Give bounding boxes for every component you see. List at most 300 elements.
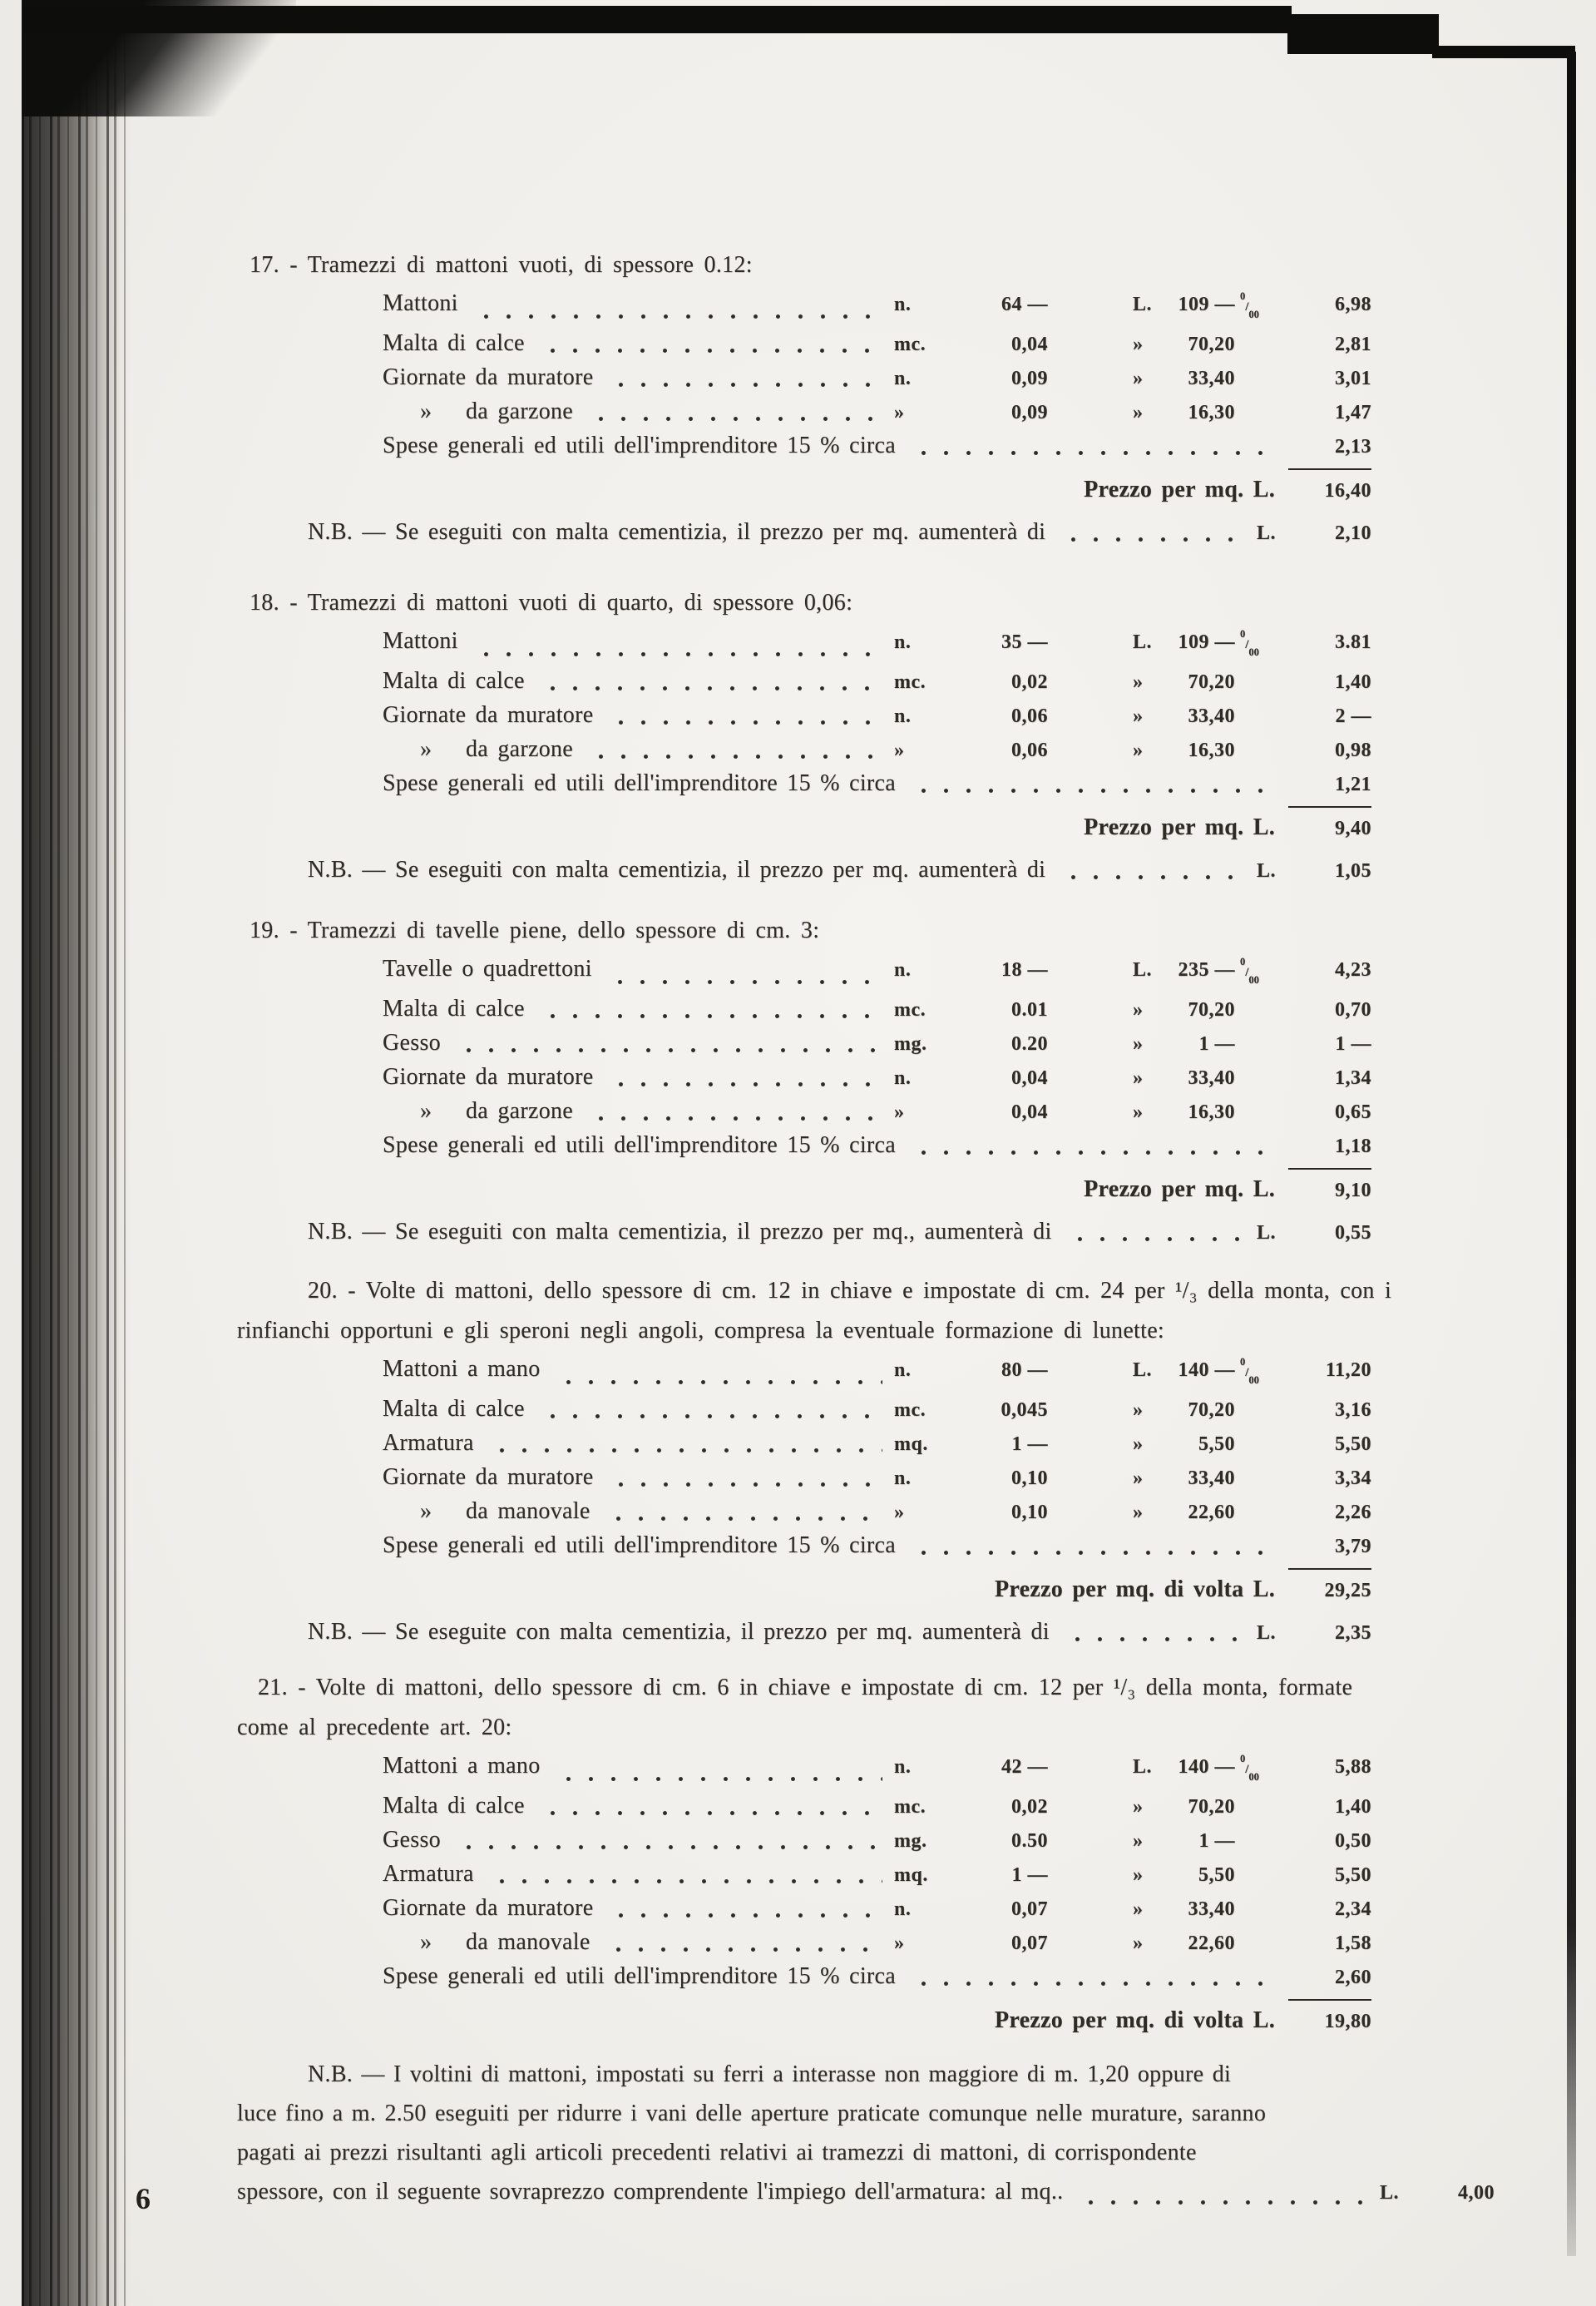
- price-label: Prezzo per mq. L.: [1084, 1176, 1275, 1202]
- currency-mark: L.: [1257, 1222, 1277, 1244]
- price-value: 16,40: [1288, 468, 1371, 509]
- permille-top: 0: [1240, 1753, 1246, 1764]
- scan-left-edge: [0, 0, 22, 2306]
- nota-bene-text: N.B. — Se eseguiti con malta cementizia, il prezzo per mq. aumenterà di: [308, 857, 1046, 883]
- ditto-mark: »: [420, 1098, 432, 1124]
- unit-price: 70,20: [1188, 1796, 1235, 1818]
- unit-price: 109 —: [1178, 631, 1235, 653]
- unit: mc.: [894, 671, 926, 693]
- unit-price: 5,50: [1198, 1864, 1235, 1886]
- unit-price: 70,20: [1188, 671, 1235, 693]
- material-label: Giornate da muratore: [383, 702, 594, 728]
- price-value: 9,10: [1288, 1168, 1371, 1209]
- nota-bene-text: N.B. — Se eseguiti con malta cementizia, il prezzo per mq., aumenterà di: [308, 1219, 1052, 1245]
- currency-mark: »: [1133, 1101, 1144, 1123]
- article-title-line2: rinfianchi opportuni e gli speroni negli angoli, compresa la eventuale formazione di lunette:: [237, 1318, 1165, 1344]
- row-total: 5,88: [1335, 1756, 1371, 1778]
- unit: n.: [894, 959, 912, 981]
- dot-leader: [588, 1116, 882, 1121]
- material-row: [237, 1926, 1371, 1960]
- material-row: [237, 699, 1371, 733]
- ditto-mark: »: [420, 1498, 432, 1524]
- article-title: 19. - Tramezzi di tavelle piene, dello spessore di cm. 3:: [250, 918, 820, 943]
- dot-leader: [588, 754, 882, 760]
- currency-mark: »: [1133, 1033, 1144, 1055]
- expenses-total: 1,18: [1335, 1136, 1371, 1157]
- material-row: [237, 992, 1371, 1027]
- currency-mark: »: [1133, 368, 1144, 389]
- dot-leader: [489, 1447, 882, 1453]
- unit: »: [894, 1502, 905, 1523]
- currency-mark: L.: [1133, 1756, 1153, 1778]
- dot-leader: [473, 651, 882, 657]
- article-title: 21. - Volte di mattoni, dello spessore di cm. 6 in chiave e impostate di cm. 12 per ¹/₃ della monta, formate: [258, 1675, 1353, 1700]
- price-per-sqm-row: [237, 468, 1371, 509]
- permille-bottom: 00: [1248, 1374, 1259, 1386]
- book-binding-edge: [22, 28, 131, 2306]
- material-label: Armatura: [383, 1861, 474, 1887]
- dot-leader: [540, 685, 882, 691]
- page-number: 6: [136, 2182, 151, 2215]
- nota-bene-row: [237, 854, 1371, 888]
- expenses-total: 2,13: [1335, 436, 1371, 458]
- quantity: 0,04: [1011, 1067, 1048, 1089]
- footer-nb-line: N.B. — I voltini di mattoni, impostati su ferri a interasse non maggiore di m. 1,20 oppure di: [308, 2061, 1232, 2087]
- permille-top: 0: [1240, 1356, 1246, 1368]
- expenses-row: [237, 767, 1371, 801]
- unit: n.: [894, 1898, 912, 1920]
- price-per-sqm-row: [237, 1168, 1371, 1209]
- quantity: 42 —: [1001, 1756, 1048, 1778]
- material-label: Mattoni a mano: [383, 1356, 541, 1382]
- expenses-total: 1,21: [1335, 774, 1371, 795]
- unit: »: [894, 1101, 905, 1123]
- nota-bene-row: [237, 1215, 1371, 1249]
- article-21: [237, 1668, 1533, 2040]
- currency-mark: »: [1133, 1932, 1144, 1954]
- currency-mark: »: [1133, 402, 1144, 423]
- dot-leader: [1067, 1236, 1245, 1242]
- currency-mark: L.: [1133, 631, 1153, 653]
- quantity: 0,02: [1011, 1796, 1048, 1818]
- material-label: Tavelle o quadrettoni: [383, 956, 592, 982]
- permille-top: 0: [1240, 290, 1246, 302]
- currency-mark: L.: [1133, 294, 1153, 315]
- dot-leader: [556, 1379, 883, 1385]
- dot-leader: [911, 788, 1269, 794]
- material-label: Giornate da muratore: [383, 364, 594, 390]
- dot-leader: [1060, 874, 1245, 880]
- material-row: [237, 1858, 1371, 1892]
- row-total: 0,98: [1335, 740, 1371, 761]
- material-label: Malta di calce: [383, 668, 525, 694]
- unit: »: [894, 1932, 905, 1954]
- footer-nota-bene: [237, 2055, 1533, 2213]
- row-total: 2,34: [1335, 1898, 1371, 1920]
- unit-price: 33,40: [1188, 1067, 1235, 1089]
- dot-leader: [456, 1844, 882, 1850]
- dot-leader: [608, 720, 882, 725]
- dot-leader: [489, 1878, 882, 1884]
- row-total: 0,70: [1335, 999, 1371, 1021]
- permille-slash: /: [1245, 1763, 1249, 1776]
- expenses-label: Spese generali ed utili dell'imprenditore 15 % circa: [383, 1963, 896, 1989]
- material-label: da manovale: [466, 1929, 590, 1955]
- dot-leader: [911, 1981, 1269, 1987]
- price-label: Prezzo per mq. L.: [1084, 477, 1275, 502]
- material-row: [237, 1748, 1371, 1789]
- scan-artifact-top-bar-step: [1287, 14, 1439, 54]
- row-total: 5,50: [1335, 1433, 1371, 1455]
- row-total: 5,50: [1335, 1864, 1371, 1886]
- unit: n.: [894, 1067, 912, 1089]
- dot-leader: [540, 1013, 882, 1019]
- dot-leader: [608, 1913, 882, 1918]
- material-label: Gesso: [383, 1827, 441, 1853]
- material-label: da garzone: [466, 1098, 574, 1124]
- quantity: 0,10: [1011, 1467, 1048, 1489]
- dot-leader: [911, 450, 1269, 456]
- currency-mark: »: [1133, 999, 1144, 1021]
- permille-sign: [1235, 285, 1281, 327]
- unit-price: 70,20: [1188, 999, 1235, 1021]
- permille-top: 0: [1240, 956, 1246, 967]
- scan-artifact-top-bar: [25, 6, 1292, 33]
- row-total: 3,16: [1335, 1399, 1371, 1421]
- unit: mq.: [894, 1864, 928, 1886]
- unit-price: 5,50: [1198, 1433, 1235, 1455]
- expenses-label: Spese generali ed utili dell'imprenditore 15 % circa: [383, 433, 896, 458]
- unit-price: 70,20: [1188, 1399, 1235, 1421]
- unit-price: 22,60: [1188, 1932, 1235, 1954]
- dot-leader: [605, 1516, 882, 1522]
- row-total: 3,01: [1335, 368, 1371, 389]
- material-label: Armatura: [383, 1430, 474, 1456]
- unit: mc.: [894, 999, 926, 1021]
- expenses-row: [237, 1960, 1371, 1994]
- unit-price: 16,30: [1188, 740, 1235, 761]
- currency-mark: L.: [1257, 522, 1277, 544]
- quantity: 0.50: [1011, 1830, 1048, 1852]
- ditto-mark: »: [420, 398, 432, 424]
- nota-bene-value: 1,05: [1335, 860, 1371, 882]
- footer-nb-line: pagati ai prezzi risultanti agli articoli precedenti relativi ai tramezzi di mattoni, di corrispondente: [237, 2140, 1197, 2165]
- price-per-sqm-row: [237, 1568, 1371, 1609]
- row-total: 0,50: [1335, 1830, 1371, 1852]
- dot-leader: [1078, 2200, 1368, 2205]
- material-row: [237, 1461, 1371, 1495]
- currency-mark: »: [1133, 1433, 1144, 1455]
- dot-leader: [608, 1081, 882, 1087]
- material-row: [237, 1892, 1371, 1926]
- material-label: Giornate da muratore: [383, 1464, 594, 1490]
- quantity: 80 —: [1001, 1359, 1048, 1381]
- row-total: 1,40: [1335, 671, 1371, 693]
- quantity: 0,04: [1011, 334, 1048, 355]
- price-label: Prezzo per mq. di volta L.: [994, 1576, 1275, 1602]
- permille-top: 0: [1240, 628, 1246, 640]
- scan-artifact-right-line: [1567, 52, 1576, 2256]
- material-label: Malta di calce: [383, 330, 525, 356]
- expenses-label: Spese generali ed utili dell'imprenditore 15 % circa: [383, 770, 896, 796]
- expenses-row: [237, 1129, 1371, 1163]
- price-value: 19,80: [1288, 1999, 1371, 2040]
- permille-slash: /: [1245, 638, 1249, 651]
- row-total: 11,20: [1325, 1359, 1371, 1381]
- unit: mc.: [894, 1796, 926, 1818]
- dot-leader: [473, 314, 882, 319]
- material-label: Mattoni: [383, 628, 458, 654]
- material-row: [237, 1095, 1371, 1129]
- dot-leader: [608, 1482, 882, 1487]
- quantity: 0.01: [1011, 999, 1048, 1021]
- quantity: 0,02: [1011, 671, 1048, 693]
- quantity: 0,07: [1011, 1932, 1048, 1954]
- unit: n.: [894, 1756, 912, 1778]
- unit: n.: [894, 294, 912, 315]
- unit-price: 70,20: [1188, 334, 1235, 355]
- article-title: 17. - Tramezzi di mattoni vuoti, di spessore 0.12:: [250, 252, 753, 278]
- expenses-total: 3,79: [1335, 1536, 1371, 1557]
- row-total: 1 —: [1335, 1033, 1371, 1055]
- unit: mc.: [894, 334, 926, 355]
- material-label: da manovale: [466, 1498, 590, 1524]
- quantity: 18 —: [1001, 959, 1048, 981]
- price-per-sqm-row: [237, 806, 1371, 847]
- material-label: Malta di calce: [383, 996, 525, 1022]
- material-row: [237, 951, 1371, 992]
- page-content: [237, 245, 1533, 2213]
- nota-bene-text: N.B. — Se eseguite con malta cementizia, il prezzo per mq. aumenterà di: [308, 1619, 1050, 1645]
- permille-slash: /: [1245, 300, 1249, 314]
- quantity: 0,06: [1011, 705, 1048, 727]
- unit-price: 1 —: [1198, 1830, 1235, 1852]
- material-row: [237, 1495, 1371, 1529]
- row-total: 3,34: [1335, 1467, 1371, 1489]
- nota-bene-row: [237, 1616, 1371, 1650]
- material-label: Malta di calce: [383, 1396, 525, 1422]
- material-row: [237, 665, 1371, 699]
- currency-mark: »: [1133, 1399, 1144, 1421]
- unit: »: [894, 402, 905, 423]
- quantity: 0,045: [1001, 1399, 1048, 1421]
- currency-mark: »: [1133, 1067, 1144, 1089]
- row-total: 1,40: [1335, 1796, 1371, 1818]
- dot-leader: [456, 1047, 882, 1053]
- material-label: Malta di calce: [383, 1793, 525, 1819]
- nota-bene-text: N.B. — Se eseguiti con malta cementizia, il prezzo per mq. aumenterà di: [308, 519, 1046, 545]
- unit: mg.: [894, 1033, 927, 1055]
- dot-leader: [911, 1550, 1269, 1556]
- unit-price: 33,40: [1188, 368, 1235, 389]
- footer-nb-line: luce fino a m. 2.50 eseguiti per ridurre i vani delle aperture praticate comunque nelle murature, saranno: [237, 2101, 1267, 2126]
- dot-leader: [1065, 1636, 1245, 1642]
- unit-price: 235 —: [1178, 959, 1235, 981]
- expenses-label: Spese generali ed utili dell'imprenditore 15 % circa: [383, 1132, 896, 1158]
- quantity: 0,06: [1011, 740, 1048, 761]
- quantity: 0,09: [1011, 402, 1048, 423]
- article-title-line2: come al precedente art. 20:: [237, 1715, 512, 1740]
- price-label: Prezzo per mq. L.: [1084, 814, 1275, 840]
- quantity: 0.20: [1011, 1033, 1048, 1055]
- material-label: da garzone: [466, 736, 574, 762]
- dot-leader: [605, 1947, 882, 1952]
- expenses-row: [237, 1529, 1371, 1563]
- quantity: 0,10: [1011, 1502, 1048, 1523]
- permille-bottom: 00: [1248, 646, 1259, 658]
- unit-price: 16,30: [1188, 1101, 1235, 1123]
- row-total: 1,34: [1335, 1067, 1371, 1089]
- article-20: [237, 1271, 1533, 1650]
- quantity: 1 —: [1011, 1433, 1048, 1455]
- dot-leader: [556, 1776, 883, 1782]
- unit: n.: [894, 631, 912, 653]
- currency-mark: L.: [1133, 1359, 1153, 1381]
- dot-leader: [540, 1810, 882, 1816]
- row-total: 1,58: [1335, 1932, 1371, 1954]
- material-row: [237, 285, 1371, 327]
- material-row: [237, 1027, 1371, 1061]
- ditto-mark: »: [420, 1929, 432, 1955]
- permille-bottom: 00: [1248, 1771, 1259, 1783]
- material-row: [237, 1427, 1371, 1461]
- price-value: 29,25: [1288, 1568, 1371, 1609]
- row-total: 4,23: [1335, 959, 1371, 981]
- unit: mg.: [894, 1830, 927, 1852]
- footer-nb-value: 4,00: [1458, 2182, 1495, 2204]
- permille-bottom: 00: [1248, 974, 1259, 986]
- article-18: [237, 583, 1533, 888]
- currency-mark: »: [1133, 1864, 1144, 1886]
- row-total: 2,81: [1335, 334, 1371, 355]
- unit-price: 140 —: [1178, 1756, 1235, 1778]
- material-row: [237, 733, 1371, 767]
- unit-price: 109 —: [1178, 294, 1235, 315]
- article-title: 20. - Volte di mattoni, dello spessore di cm. 12 in chiave e impostate di cm. 24 per ¹/₃ della monta, con i: [308, 1278, 1392, 1304]
- price-value: 9,40: [1288, 806, 1371, 847]
- article-17: [237, 245, 1533, 550]
- material-row: [237, 1351, 1371, 1393]
- nota-bene-value: 0,55: [1335, 1222, 1371, 1244]
- permille-slash: /: [1245, 966, 1249, 979]
- unit: mq.: [894, 1433, 928, 1455]
- unit-price: 16,30: [1188, 402, 1235, 423]
- unit-price: 33,40: [1188, 705, 1235, 727]
- unit-price: 22,60: [1188, 1502, 1235, 1523]
- unit: n.: [894, 1467, 912, 1489]
- nota-bene-value: 2,35: [1335, 1622, 1371, 1644]
- nota-bene-value: 2,10: [1335, 522, 1371, 544]
- quantity: 0,04: [1011, 1101, 1048, 1123]
- unit-price: 33,40: [1188, 1467, 1235, 1489]
- material-row: [237, 1824, 1371, 1858]
- price-label: Prezzo per mq. di volta L.: [994, 2007, 1275, 2033]
- dot-leader: [911, 1150, 1269, 1155]
- material-row: [237, 1061, 1371, 1095]
- row-total: 3.81: [1335, 631, 1371, 653]
- permille-sign: [1235, 951, 1281, 992]
- unit-price: 33,40: [1188, 1898, 1235, 1920]
- currency-mark: »: [1133, 1502, 1144, 1523]
- material-label: Giornate da muratore: [383, 1895, 594, 1921]
- article-19: [237, 911, 1533, 1249]
- row-total: 0,65: [1335, 1101, 1371, 1123]
- unit: n.: [894, 705, 912, 727]
- row-total: 1,47: [1335, 402, 1371, 423]
- currency-mark: »: [1133, 705, 1144, 727]
- currency-mark: »: [1133, 740, 1144, 761]
- currency-mark: »: [1133, 1898, 1144, 1920]
- quantity: 64 —: [1001, 294, 1048, 315]
- permille-slash: /: [1245, 1366, 1249, 1379]
- footer-nb-text: spessore, con il seguente sovraprezzo comprendente l'impiego dell'armatura: al mq..: [237, 2179, 1064, 2205]
- permille-sign: [1235, 1748, 1281, 1789]
- dot-leader: [588, 416, 882, 422]
- currency-mark: »: [1133, 671, 1144, 693]
- expenses-label: Spese generali ed utili dell'imprenditore 15 % circa: [383, 1532, 896, 1558]
- material-row: [237, 623, 1371, 665]
- currency-mark: L.: [1380, 2182, 1400, 2204]
- permille-bottom: 00: [1248, 309, 1259, 320]
- scan-artifact-top-bar-thin: [1432, 46, 1575, 58]
- material-row: [237, 361, 1371, 395]
- unit: mc.: [894, 1399, 926, 1421]
- dot-leader: [540, 1413, 882, 1419]
- dot-leader: [607, 979, 882, 985]
- currency-mark: »: [1133, 334, 1144, 355]
- permille-sign: [1235, 623, 1281, 665]
- unit: n.: [894, 1359, 912, 1381]
- unit: »: [894, 740, 905, 761]
- article-title: 18. - Tramezzi di mattoni vuoti di quarto, di spessore 0,06:: [250, 590, 853, 616]
- dot-leader: [1060, 537, 1245, 542]
- material-label: Giornate da muratore: [383, 1064, 594, 1090]
- quantity: 35 —: [1001, 631, 1048, 653]
- material-label: Gesso: [383, 1030, 441, 1056]
- row-total: 2 —: [1335, 705, 1371, 727]
- permille-sign: [1235, 1351, 1281, 1393]
- unit: n.: [894, 368, 912, 389]
- material-row: [237, 1789, 1371, 1824]
- dot-leader: [540, 348, 882, 354]
- dot-leader: [608, 382, 882, 388]
- material-label: Mattoni a mano: [383, 1753, 541, 1779]
- material-row: [237, 395, 1371, 429]
- currency-mark: L.: [1257, 1622, 1277, 1644]
- material-label: da garzone: [466, 398, 574, 424]
- currency-mark: »: [1133, 1467, 1144, 1489]
- nota-bene-row: [237, 516, 1371, 550]
- row-total: 6,98: [1335, 294, 1371, 315]
- currency-mark: »: [1133, 1830, 1144, 1852]
- currency-mark: L.: [1257, 860, 1277, 882]
- currency-mark: »: [1133, 1796, 1144, 1818]
- unit-price: 1 —: [1198, 1033, 1235, 1055]
- price-per-sqm-row: [237, 1999, 1371, 2040]
- material-label: Mattoni: [383, 290, 458, 316]
- ditto-mark: »: [420, 736, 432, 762]
- material-row: [237, 327, 1371, 361]
- footer-nb-last-line: [237, 2172, 1495, 2213]
- material-row: [237, 1393, 1371, 1427]
- unit-price: 140 —: [1178, 1359, 1235, 1381]
- quantity: 1 —: [1011, 1864, 1048, 1886]
- expenses-total: 2,60: [1335, 1967, 1371, 1988]
- currency-mark: L.: [1133, 959, 1153, 981]
- quantity: 0,09: [1011, 368, 1048, 389]
- row-total: 2,26: [1335, 1502, 1371, 1523]
- expenses-row: [237, 429, 1371, 463]
